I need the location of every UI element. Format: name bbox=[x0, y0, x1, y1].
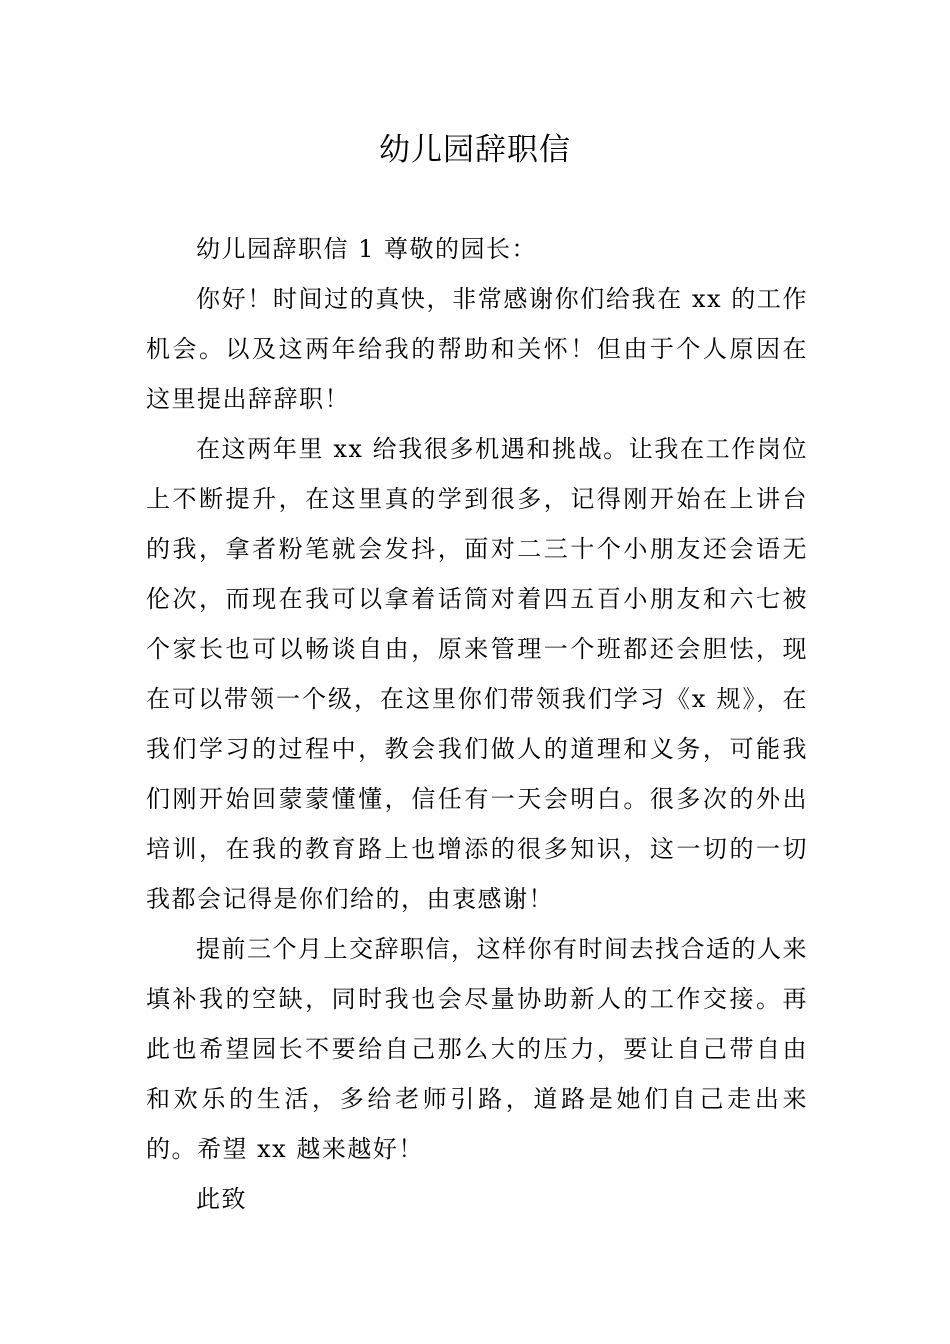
letter-body bbox=[146, 224, 808, 1224]
closing-paragraph: 此致 bbox=[196, 1185, 247, 1213]
greeting-paragraph: 幼儿园辞职信 1 尊敬的园长： bbox=[196, 235, 538, 263]
handover-paragraph: 提前三个月上交辞职信，这样你有时间去找合适的人来填补我的空缺，同时我也会尽量协助新人的工作交接。再此也希望园长不要给自己那么大的压力，要让自己带自由和欢乐的生活，多给老师引路，道路是她们自己走出来的。希望 xx 越来越好！ bbox=[146, 935, 808, 1163]
opening-paragraph: 你好！时间过的真快，非常感谢你们给我在 xx 的工作机会。以及这两年给我的帮助和关怀！但由于个人原因在这里提出辞辞职！ bbox=[146, 285, 808, 413]
experience-paragraph: 在这两年里 xx 给我很多机遇和挑战。让我在工作岗位上不断提升，在这里真的学到很多，记得刚开始在上讲台的我，拿者粉笔就会发抖，面对二三十个小朋友还会语无伦次，而现在我可以拿着话筒对着四五百小朋友和六七被个家长也可以畅谈自由，原来管理一个班都还会胆怯，现在可以带领一个级，在这里你们带领我们学习《x 规》，在我们学习的过程中，教会我们做人的道理和义务，可能我们刚开始回蒙蒙懂懂，信任有一天会明白。很多次的外出培训，在我的教育路上也增添的很多知识，这一切的一切我都会记得是你们给的，由衷感谢！ bbox=[146, 435, 808, 913]
document-title: 幼儿园辞职信 bbox=[379, 132, 571, 168]
